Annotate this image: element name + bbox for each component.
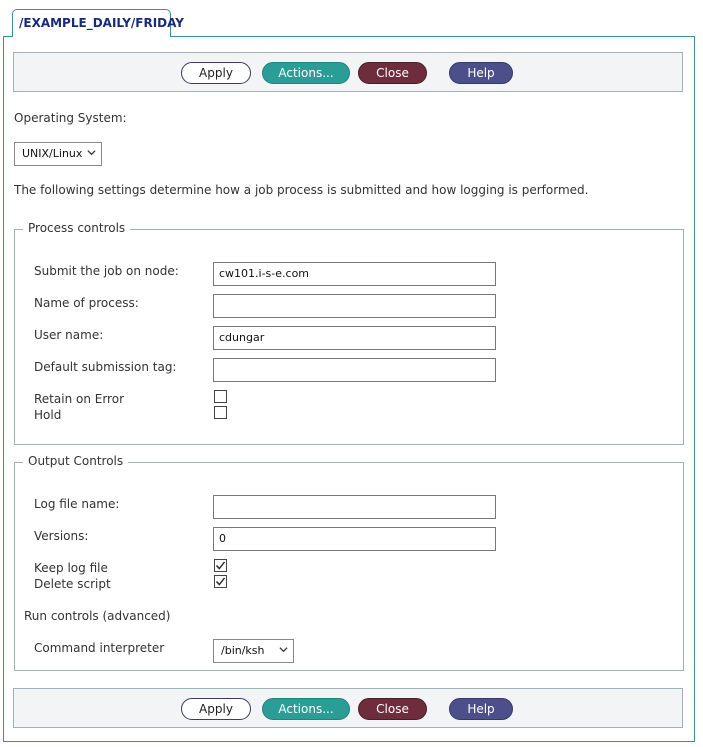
keep-log-checkbox[interactable] bbox=[214, 559, 227, 572]
close-button[interactable]: Close bbox=[358, 698, 427, 720]
run-controls-label: Run controls (advanced) bbox=[24, 609, 171, 623]
delete-script-checkbox[interactable] bbox=[214, 575, 227, 588]
os-select-value: UNIX/Linux bbox=[22, 147, 83, 160]
delete-script-label: Delete script bbox=[34, 577, 111, 591]
node-label: Submit the job on node: bbox=[34, 264, 179, 278]
hold-label: Hold bbox=[34, 408, 62, 422]
command-interpreter-select[interactable] bbox=[213, 639, 294, 663]
actions-button[interactable]: Actions... bbox=[262, 62, 350, 84]
hold-checkbox[interactable] bbox=[214, 406, 227, 419]
log-file-input[interactable] bbox=[213, 495, 496, 519]
submission-tag-input[interactable] bbox=[213, 358, 496, 382]
actions-button[interactable]: Actions... bbox=[262, 698, 350, 720]
bottom-button-bar bbox=[13, 688, 683, 728]
description-text: The following settings determine how a job process is submitted and how logging is performed. bbox=[14, 183, 589, 197]
checkmark-icon bbox=[215, 560, 226, 571]
user-name-input[interactable]: cdungar bbox=[213, 326, 496, 350]
chevron-down-icon bbox=[279, 645, 288, 654]
command-interpreter-value: /bin/ksh bbox=[221, 644, 265, 657]
help-button[interactable]: Help bbox=[449, 62, 513, 84]
versions-label: Versions: bbox=[34, 529, 89, 543]
process-name-input[interactable] bbox=[213, 294, 496, 318]
output-controls-legend: Output Controls bbox=[23, 454, 128, 468]
submission-tag-label: Default submission tag: bbox=[34, 360, 177, 374]
chevron-down-icon bbox=[87, 148, 96, 157]
checkmark-icon bbox=[215, 576, 226, 587]
top-button-bar bbox=[13, 52, 683, 92]
os-label: Operating System: bbox=[14, 111, 127, 125]
close-button[interactable]: Close bbox=[358, 62, 427, 84]
retain-on-error-label: Retain on Error bbox=[34, 392, 125, 406]
process-controls-legend: Process controls bbox=[23, 221, 130, 235]
log-file-label: Log file name: bbox=[34, 497, 120, 511]
apply-button[interactable]: Apply bbox=[181, 698, 251, 720]
help-button[interactable]: Help bbox=[449, 698, 513, 720]
tab-example-daily-friday[interactable]: /EXAMPLE_DAILY/FRIDAY bbox=[12, 9, 171, 37]
apply-button[interactable]: Apply bbox=[181, 62, 251, 84]
output-controls-fieldset bbox=[14, 454, 684, 671]
versions-input[interactable]: 0 bbox=[213, 527, 496, 551]
os-select[interactable] bbox=[14, 142, 102, 166]
process-name-label: Name of process: bbox=[34, 296, 139, 310]
retain-on-error-checkbox[interactable] bbox=[214, 390, 227, 403]
node-input[interactable]: cw101.i-s-e.com bbox=[213, 262, 496, 286]
user-name-label: User name: bbox=[34, 328, 104, 342]
command-interpreter-label: Command interpreter bbox=[34, 641, 165, 655]
keep-log-label: Keep log file bbox=[34, 561, 108, 575]
